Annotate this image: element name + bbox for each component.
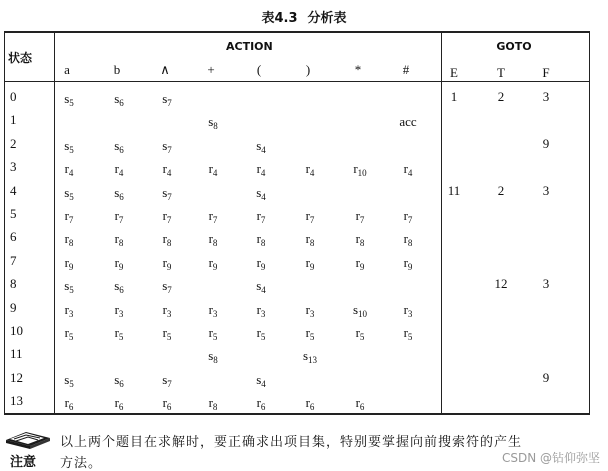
action-symbol-header: ∧	[160, 62, 170, 77]
action-entry: $s_5$	[64, 185, 74, 202]
action-entry: $r_6$	[256, 395, 266, 412]
action-entry: $r_{10}$	[353, 161, 367, 178]
note-line-1: 以上两个题目在求解时，要正确求出项目集，特别要掌握向前搜索符的产生	[60, 435, 523, 450]
action-entry: $r_4$	[256, 161, 266, 178]
action-entry: $r_7$	[64, 208, 74, 225]
action-symbol-header: (	[256, 62, 262, 77]
action-entry: $r_7$	[256, 208, 266, 225]
action-entry: $s_5$	[64, 372, 74, 389]
goto-entry: 1	[450, 89, 458, 104]
action-entry: $r_8$	[114, 231, 124, 248]
action-entry: $r_7$	[355, 208, 365, 225]
action-entry: $r_3$	[114, 302, 124, 319]
note-label: 注意	[10, 455, 37, 470]
action-entry: $r_4$	[64, 161, 74, 178]
action-entry: $s_6$	[114, 91, 124, 108]
goto-symbol-header: T	[497, 65, 505, 80]
action-entry: $s_7$	[162, 372, 172, 389]
action-entry: $r_8$	[403, 231, 413, 248]
action-symbol-header: *	[354, 62, 362, 77]
action-entry: $s_6$	[114, 372, 124, 389]
state-number: 4	[10, 183, 17, 198]
watermark: CSDN @钻仰弥坚	[501, 451, 600, 465]
action-symbol-header: a	[64, 62, 70, 77]
state-number: 10	[10, 323, 23, 338]
action-entry: $s_5$	[64, 278, 74, 295]
state-number: 11	[10, 346, 23, 361]
action-entry: $r_6$	[64, 395, 74, 412]
action-entry: $r_8$	[208, 395, 218, 412]
action-entry: $s_6$	[114, 138, 124, 155]
action-entry: $s_7$	[162, 278, 172, 295]
action-entry: $r_7$	[305, 208, 315, 225]
action-entry: $r_7$	[403, 208, 413, 225]
header-divider	[4, 81, 590, 82]
action-entry: $r_7$	[162, 208, 172, 225]
action-symbol-header: b	[113, 62, 121, 77]
action-entry: $s_4$	[256, 138, 266, 155]
action-entry: $r_3$	[403, 302, 413, 319]
action-entry: $s_6$	[114, 185, 124, 202]
action-symbol-header: )	[305, 62, 311, 77]
action-entry: $s_5$	[64, 138, 74, 155]
action-entry: $s_{13}$	[302, 348, 318, 365]
action-entry: $r_4$	[305, 161, 315, 178]
goto-entry: 12	[494, 276, 508, 291]
action-entry: $r_5$	[64, 325, 74, 342]
action-entry: $r_8$	[305, 231, 315, 248]
table-bottom-border	[4, 413, 590, 415]
action-entry: $r_4$	[208, 161, 218, 178]
caption-number: 表4.3	[261, 11, 298, 26]
table-top-border	[4, 31, 590, 33]
state-number: 5	[10, 206, 17, 221]
action-entry: $r_4$	[403, 161, 413, 178]
state-number: 3	[10, 159, 17, 174]
state-number: 13	[10, 393, 23, 408]
table-right-border	[589, 31, 590, 415]
action-entry: $s_4$	[256, 185, 266, 202]
table-left-border	[4, 31, 5, 415]
goto-entry: 9	[542, 136, 550, 151]
action-symbol-header: #	[402, 62, 410, 77]
goto-entry: 3	[542, 276, 550, 291]
goto-entry: 3	[542, 183, 550, 198]
action-entry: $s_8$	[208, 114, 218, 131]
action-entry: $r_9$	[114, 255, 124, 272]
action-entry: $r_5$	[256, 325, 266, 342]
state-number: 8	[10, 276, 17, 291]
state-number: 2	[10, 136, 17, 151]
action-entry: $r_3$	[256, 302, 266, 319]
action-header: ACTION	[226, 40, 273, 53]
action-entry: $s_7$	[162, 185, 172, 202]
action-entry: $r_8$	[64, 231, 74, 248]
goto-entry: 11	[447, 183, 461, 198]
action-entry: $r_9$	[256, 255, 266, 272]
action-entry: $r_4$	[114, 161, 124, 178]
state-column-divider	[54, 31, 55, 415]
goto-entry: 2	[497, 89, 505, 104]
action-entry: $r_3$	[162, 302, 172, 319]
action-entry: $r_6$	[114, 395, 124, 412]
goto-entry: 9	[542, 370, 550, 385]
action-entry: $r_8$	[162, 231, 172, 248]
action-entry: $r_3$	[64, 302, 74, 319]
action-symbol-header: +	[207, 62, 215, 77]
action-entry: $s_7$	[162, 138, 172, 155]
action-entry: $r_7$	[208, 208, 218, 225]
action-entry: $r_5$	[403, 325, 413, 342]
action-entry: $s_7$	[162, 91, 172, 108]
action-entry: $r_8$	[355, 231, 365, 248]
action-entry: $r_5$	[208, 325, 218, 342]
action-entry: $r_9$	[162, 255, 172, 272]
action-entry: $r_9$	[305, 255, 315, 272]
action-goto-divider	[441, 31, 442, 415]
action-entry: $r_5$	[114, 325, 124, 342]
action-entry: $s_4$	[256, 278, 266, 295]
state-number: 0	[10, 89, 17, 104]
action-entry: $r_4$	[162, 161, 172, 178]
action-entry: $r_3$	[305, 302, 315, 319]
caption-title: 分析表	[307, 11, 347, 26]
action-entry: $r_8$	[256, 231, 266, 248]
action-entry: $r_9$	[208, 255, 218, 272]
action-entry: $s_4$	[256, 372, 266, 389]
note-line-2: 方法。	[60, 456, 103, 471]
action-entry: $r_7$	[114, 208, 124, 225]
action-entry: $s_{10}$	[352, 302, 368, 319]
state-number: 1	[10, 112, 17, 127]
action-entry: $r_9$	[355, 255, 365, 272]
action-entry: $s_8$	[208, 348, 218, 365]
action-entry: $r_5$	[162, 325, 172, 342]
action-entry: $r_5$	[355, 325, 365, 342]
state-number: 9	[10, 300, 17, 315]
action-entry: $r_6$	[162, 395, 172, 412]
action-entry: $r_6$	[305, 395, 315, 412]
goto-entry: 2	[497, 183, 505, 198]
action-entry: $s_6$	[114, 278, 124, 295]
action-entry: $r_9$	[64, 255, 74, 272]
goto-entry: 3	[542, 89, 550, 104]
action-entry: $s_5$	[64, 91, 74, 108]
state-number: 6	[10, 229, 17, 244]
state-header: 状态	[8, 51, 33, 65]
goto-symbol-header: F	[542, 65, 550, 80]
action-entry: $r_6$	[355, 395, 365, 412]
action-entry: acc	[399, 114, 417, 129]
book-note-icon	[4, 424, 52, 450]
action-entry: $r_9$	[403, 255, 413, 272]
action-entry: $r_3$	[208, 302, 218, 319]
state-number: 12	[10, 370, 23, 385]
action-entry: $r_8$	[208, 231, 218, 248]
state-number: 7	[10, 253, 17, 268]
goto-header: GOTO	[496, 40, 532, 53]
action-entry: $r_5$	[305, 325, 315, 342]
goto-symbol-header: E	[450, 65, 458, 80]
